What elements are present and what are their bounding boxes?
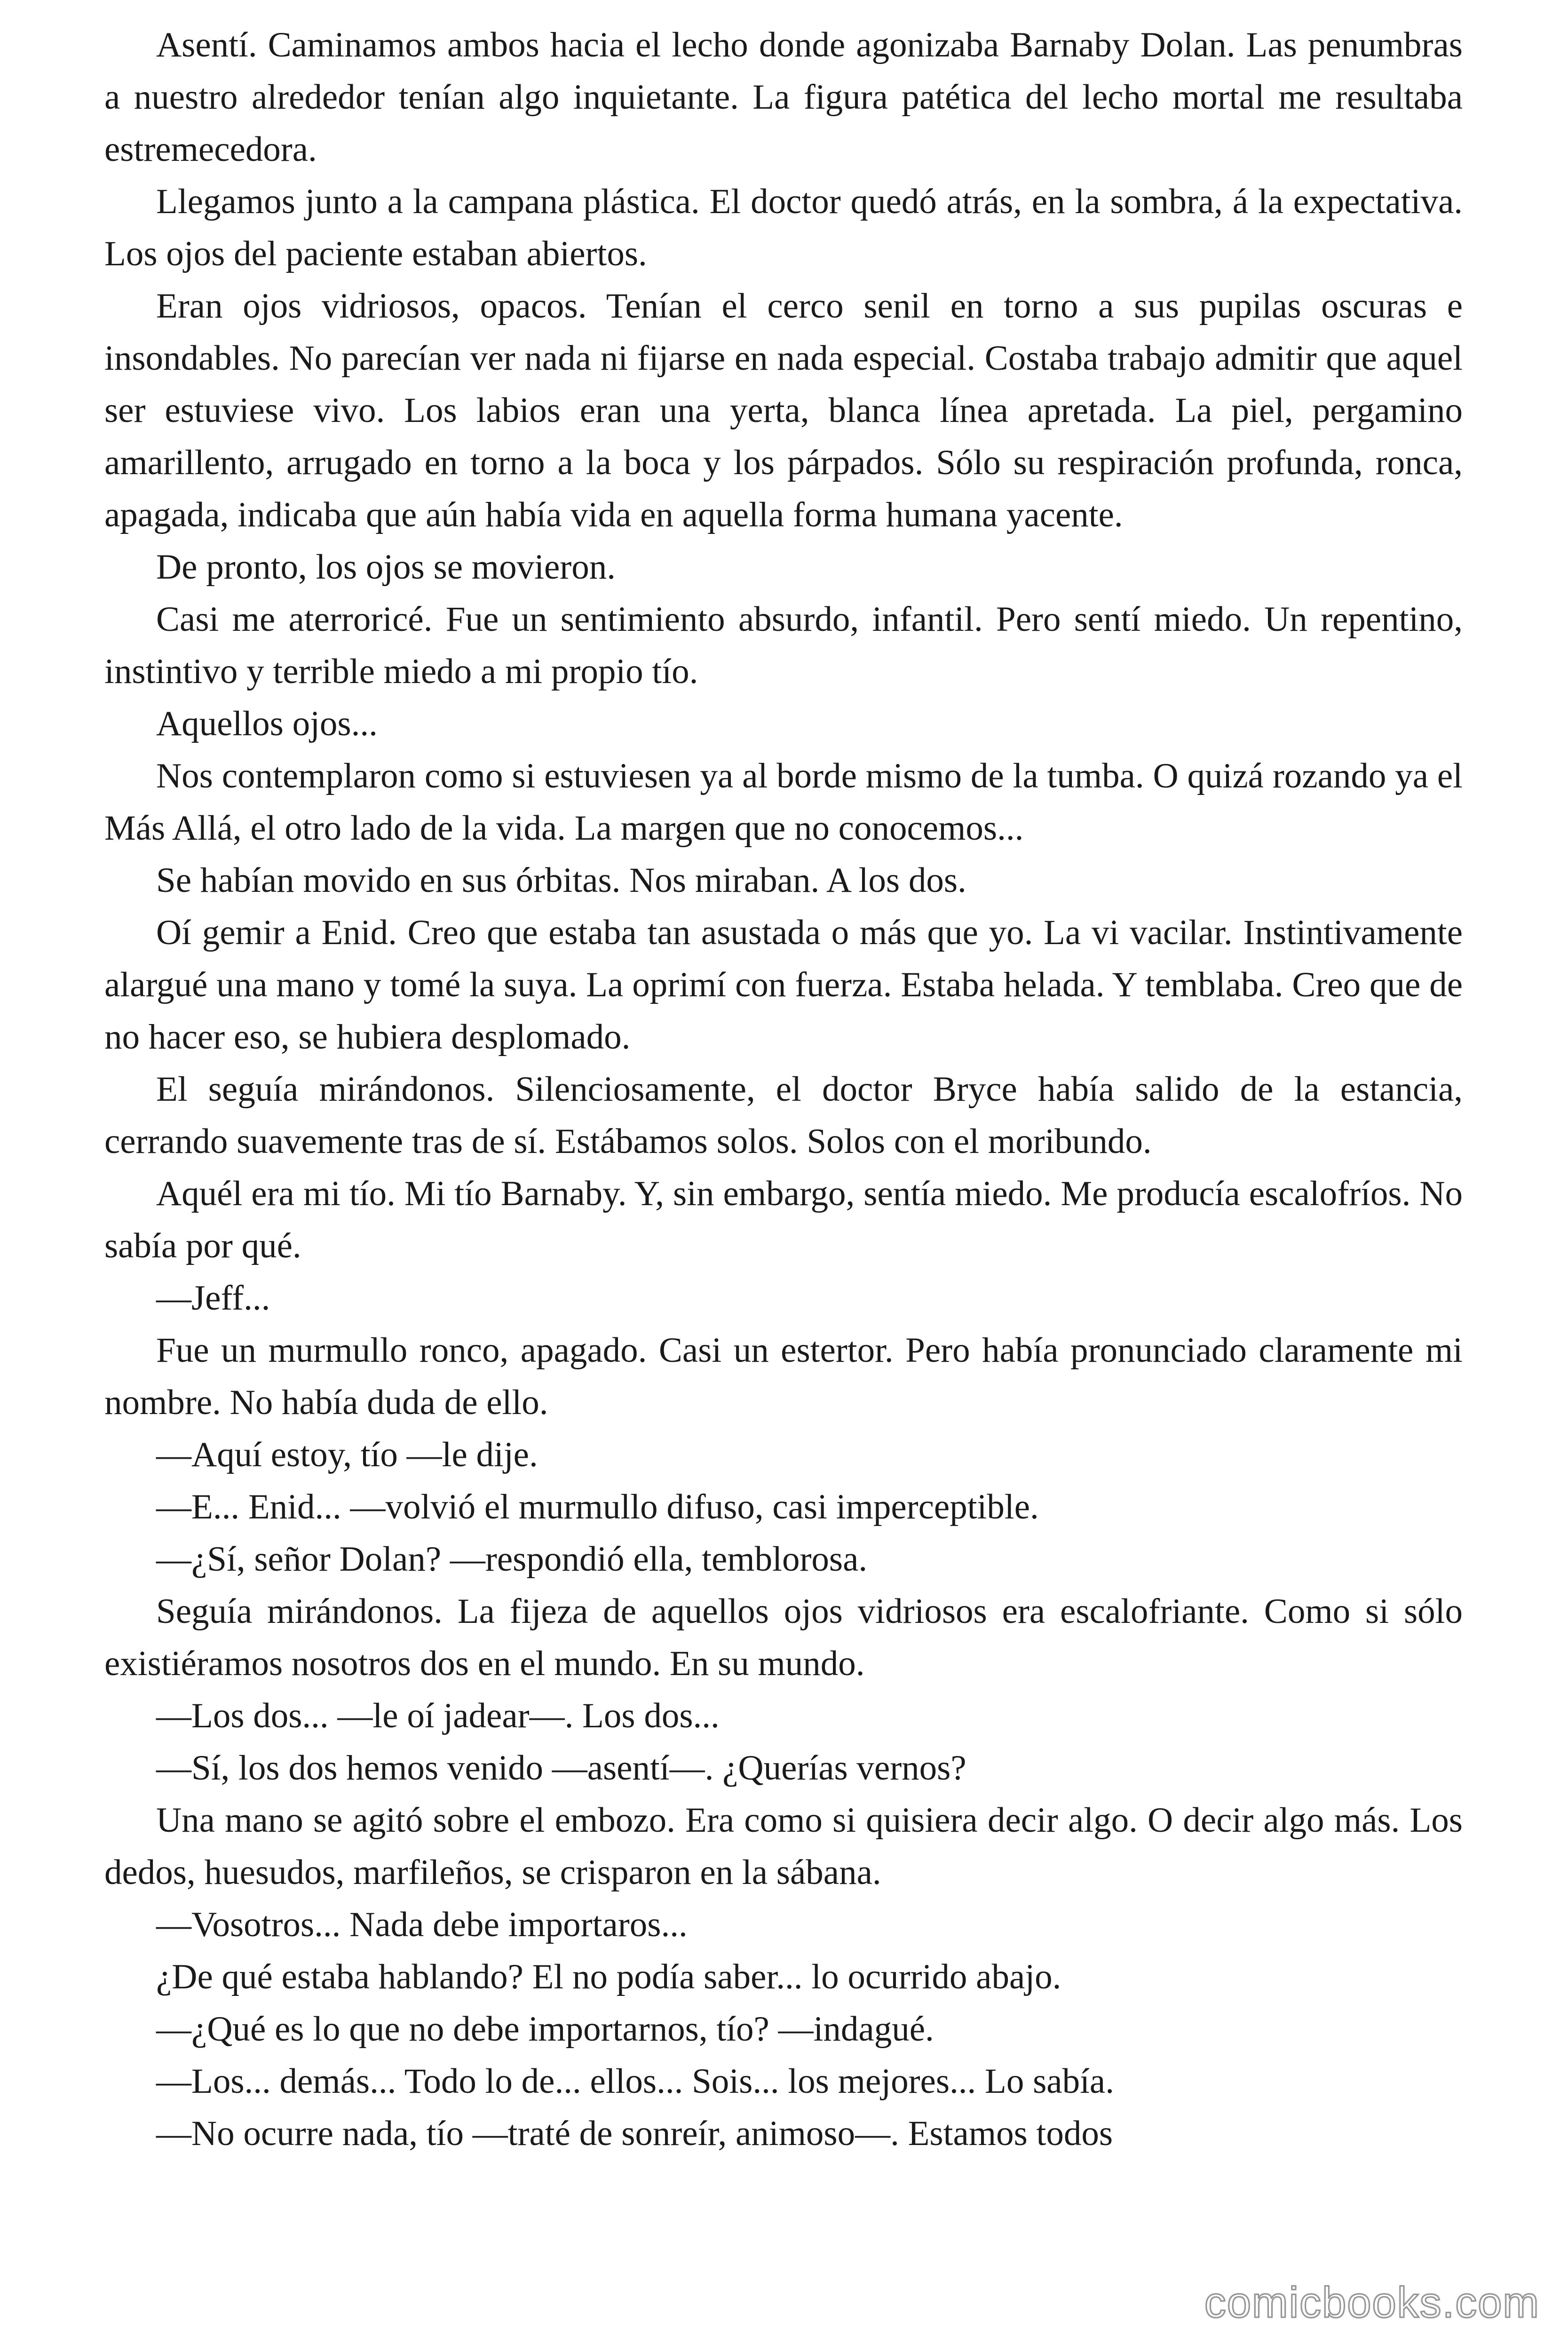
paragraph: —¿Sí, señor Dolan? —respondió ella, temblorosa. xyxy=(156,1540,868,1579)
paragraph: Aquellos ojos... xyxy=(156,704,378,743)
paragraph: —Vosotros... Nada debe importaros... xyxy=(156,1905,688,1944)
paragraph: —E... Enid... —volvió el murmullo difuso, casi imperceptible. xyxy=(156,1487,1039,1526)
paragraph: —Sí, los dos hemos venido —asentí—. ¿Querías vernos? xyxy=(156,1748,966,1788)
paragraph: —¿Qué es lo que no debe importarnos, tío? —indagué. xyxy=(156,2010,934,2049)
paragraph: —Aquí estoy, tío —le dije. xyxy=(156,1435,538,1474)
paragraph: ¿De qué estaba hablando? El no podía saber... lo ocurrido abajo. xyxy=(156,1957,1061,1996)
paragraph: Una mano se agitó sobre el embozo. Era como si quisiera decir algo. O decir algo más. Los dedos, huesudos, marfileños, se crisparon en la sábana. xyxy=(104,1801,1463,1892)
paragraph: —Jeff... xyxy=(156,1279,270,1318)
paragraph: —Los... demás... Todo lo de... ellos... Sois... los mejores... Lo sabía. xyxy=(156,2062,1114,2101)
paragraph: Aquél era mi tío. Mi tío Barnaby. Y, sin embargo, sentía miedo. Me producía escalofríos. No sabía por qué. xyxy=(104,1174,1463,1265)
paragraph: —Los dos... —le oí jadear—. Los dos... xyxy=(156,1696,720,1735)
paragraph: Casi me aterroricé. Fue un sentimiento absurdo, infantil. Pero sentí miedo. Un repentino, instintivo y terrible miedo a mi propio tío. xyxy=(104,600,1463,691)
book-page-text xyxy=(104,19,1463,2343)
paragraph: Llegamos junto a la campana plástica. El doctor quedó atrás, en la sombra, á la expectativa. Los ojos del paciente estaban abiertos. xyxy=(104,182,1463,273)
paragraph: Fue un murmullo ronco, apagado. Casi un estertor. Pero había pronunciado claramente mi nombre. No había duda de ello. xyxy=(104,1331,1463,1422)
paragraph: Eran ojos vidriosos, opacos. Tenían el cerco senil en torno a sus pupilas oscuras e insondables. No parecían ver nada ni fijarse en nada especial. Costaba trabajo admitir que aquel ser estuviese vivo. Los labios eran una yerta, blanca línea apretada. La piel, pergamino amarillento, arrugado en torno a la boca y los párpados. Sólo su respiración profunda, ronca, apagada, indicaba que aún había vida en aquella forma humana yacente. xyxy=(104,286,1463,534)
paragraph: Seguía mirándonos. La fijeza de aquellos ojos vidriosos era escalofriante. Como si sólo existiéramos nosotros dos en el mundo. En su mundo. xyxy=(104,1592,1463,1683)
paragraph: De pronto, los ojos se movieron. xyxy=(156,548,616,587)
paragraph: Asentí. Caminamos ambos hacia el lecho donde agonizaba Barnaby Dolan. Las penumbras a nuestro alrededor tenían algo inquietante. La figura patética del lecho mortal me resultaba estremecedora. xyxy=(104,25,1463,169)
paragraph: Se habían movido en sus órbitas. Nos miraban. A los dos. xyxy=(156,861,966,900)
paragraph: El seguía mirándonos. Silenciosamente, el doctor Bryce había salido de la estancia, cerrando suavemente tras de sí. Estábamos solos. Solos con el moribundo. xyxy=(104,1070,1463,1161)
paragraph: Oí gemir a Enid. Creo que estaba tan asustada o más que yo. La vi vacilar. Instintivamente alargué una mano y tomé la suya. La oprimí con fuerza. Estaba helada. Y temblaba. Creo que de no hacer eso, se hubiera desplomado. xyxy=(104,913,1463,1057)
paragraph: —No ocurre nada, tío —traté de sonreír, animoso—. Estamos todos xyxy=(156,2114,1113,2153)
watermark: comicbooks.com xyxy=(1204,2279,1540,2327)
paragraph: Nos contemplaron como si estuviesen ya al borde mismo de la tumba. O quizá rozando ya el Más Allá, el otro lado de la vida. La margen que no conocemos... xyxy=(104,756,1463,848)
